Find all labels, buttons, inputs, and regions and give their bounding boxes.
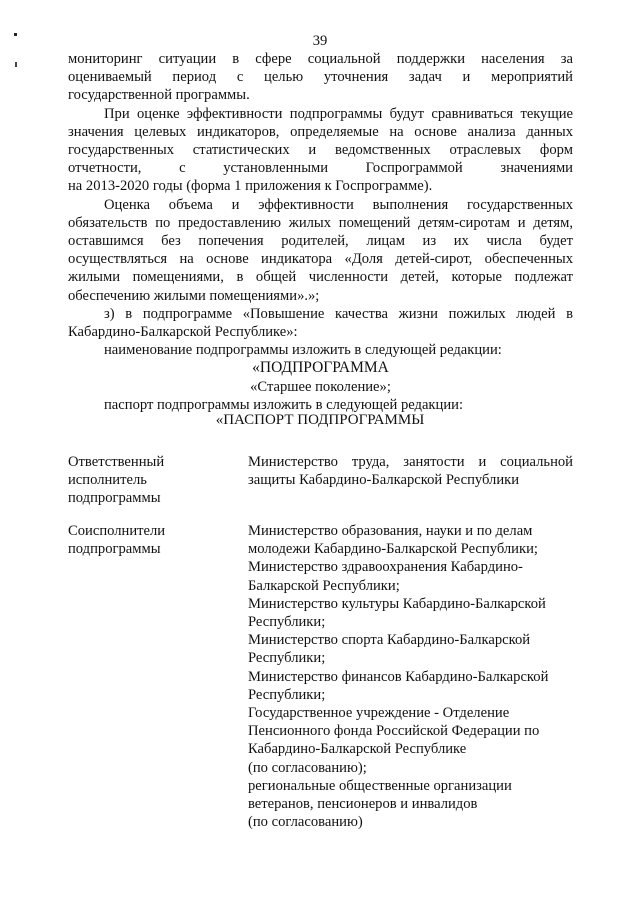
value-line: Министерство здравоохранения Кабардино- xyxy=(248,559,523,576)
value-line: Пенсионного фонда Российской Федерации по xyxy=(248,723,540,740)
value-line: Министерство спорта Кабардино-Балкарской xyxy=(248,632,531,649)
value-line: Министерство труда, занятости и социальной xyxy=(248,454,573,470)
paragraph-item-z xyxy=(68,305,573,341)
paragraph-efficiency xyxy=(68,105,573,196)
text-line: значения целевых индикаторов, определяемые на основе анализа данных xyxy=(68,123,573,140)
text-line: Кабардино-Балкарской Республике»: xyxy=(68,324,298,341)
text-line: осуществляться на основе индикатора «Доля детей-сирот, обеспеченных xyxy=(68,251,573,268)
label-line: подпрограммы xyxy=(68,541,161,558)
text-line: обеспечению жилыми помещениями».»; xyxy=(68,287,320,304)
value-line: Балкарской Республики; xyxy=(248,577,400,594)
text-line: з) в подпрограмме «Повышение качества жизни пожилых людей в xyxy=(104,305,573,322)
text-line: оцениваемый период с целью уточнения задач и мероприятий xyxy=(68,69,573,86)
label-line: Соисполнители xyxy=(68,523,166,539)
text-line: обязательств по предоставлению жилых помещений детям-сиротам и детям, xyxy=(68,214,573,231)
text-line: государственных статистических и ведомственных отраслевых форм xyxy=(68,142,573,159)
value-line: Министерство финансов Кабардино-Балкарской xyxy=(248,668,549,685)
value-line: Республики; xyxy=(248,614,326,631)
value-line: (по согласованию); xyxy=(248,759,367,776)
paragraph-monitoring xyxy=(68,50,573,105)
page-number: 39 xyxy=(312,33,328,49)
value-line: защиты Кабардино-Балкарской Республики xyxy=(248,472,520,489)
text-line: отчетности, с установленными Госпрограммой значениями xyxy=(68,160,573,177)
passport-heading: «ПАСПОРТ ПОДПРОГРАММЫ xyxy=(215,412,425,428)
text-line: жилыми помещениями, в общей численности детей, которые подлежат xyxy=(68,269,573,286)
subprogram-name: «Старшее поколение»; xyxy=(250,378,391,395)
value-line: ветеранов, пенсионеров и инвалидов xyxy=(248,796,478,813)
label-line: подпрограммы xyxy=(68,490,161,507)
text-line: наименование подпрограммы изложить в следующей редакции: xyxy=(104,342,502,359)
row-value xyxy=(248,522,573,831)
value-line: молодежи Кабардино-Балкарской Республики; xyxy=(248,541,538,558)
text-line: государственной программы. xyxy=(68,87,250,104)
row-label xyxy=(68,522,218,558)
value-line: Республики; xyxy=(248,686,326,703)
scan-mark xyxy=(15,62,17,67)
value-line: Кабардино-Балкарской Республике xyxy=(248,741,467,758)
text-line: на 2013-2020 годы (форма 1 приложения к Госпрограмме). xyxy=(68,178,433,195)
paragraph-housing xyxy=(68,196,573,305)
paragraph-name-instruction xyxy=(68,341,573,359)
value-line: региональные общественные организации xyxy=(248,777,512,794)
text-line: При оценке эффективности подпрограммы будут сравниваться текущие xyxy=(104,105,573,122)
document-body xyxy=(68,50,573,414)
value-line: (по согласованию) xyxy=(248,814,363,831)
text-line: паспорт подпрограммы изложить в следующей редакции: xyxy=(104,396,464,413)
row-value xyxy=(248,453,573,489)
label-line: исполнитель xyxy=(68,472,147,489)
text-line: оставшимся без попечения родителей, лицам из их числа будет xyxy=(68,233,573,250)
row-label xyxy=(68,453,218,508)
label-line: Ответственный xyxy=(68,454,165,470)
value-line: Республики; xyxy=(248,650,326,667)
subprogram-title: «ПОДПРОГРАММА xyxy=(252,359,389,377)
text-line: Оценка объема и эффективности выполнения государственных xyxy=(104,196,573,213)
value-line: Министерство культуры Кабардино-Балкарской xyxy=(248,595,546,612)
value-line: Государственное учреждение - Отделение xyxy=(248,705,510,722)
text-line: мониторинг ситуации в сфере социальной поддержки населения за xyxy=(68,51,573,67)
value-line: Министерство образования, науки и по делам xyxy=(248,523,533,539)
